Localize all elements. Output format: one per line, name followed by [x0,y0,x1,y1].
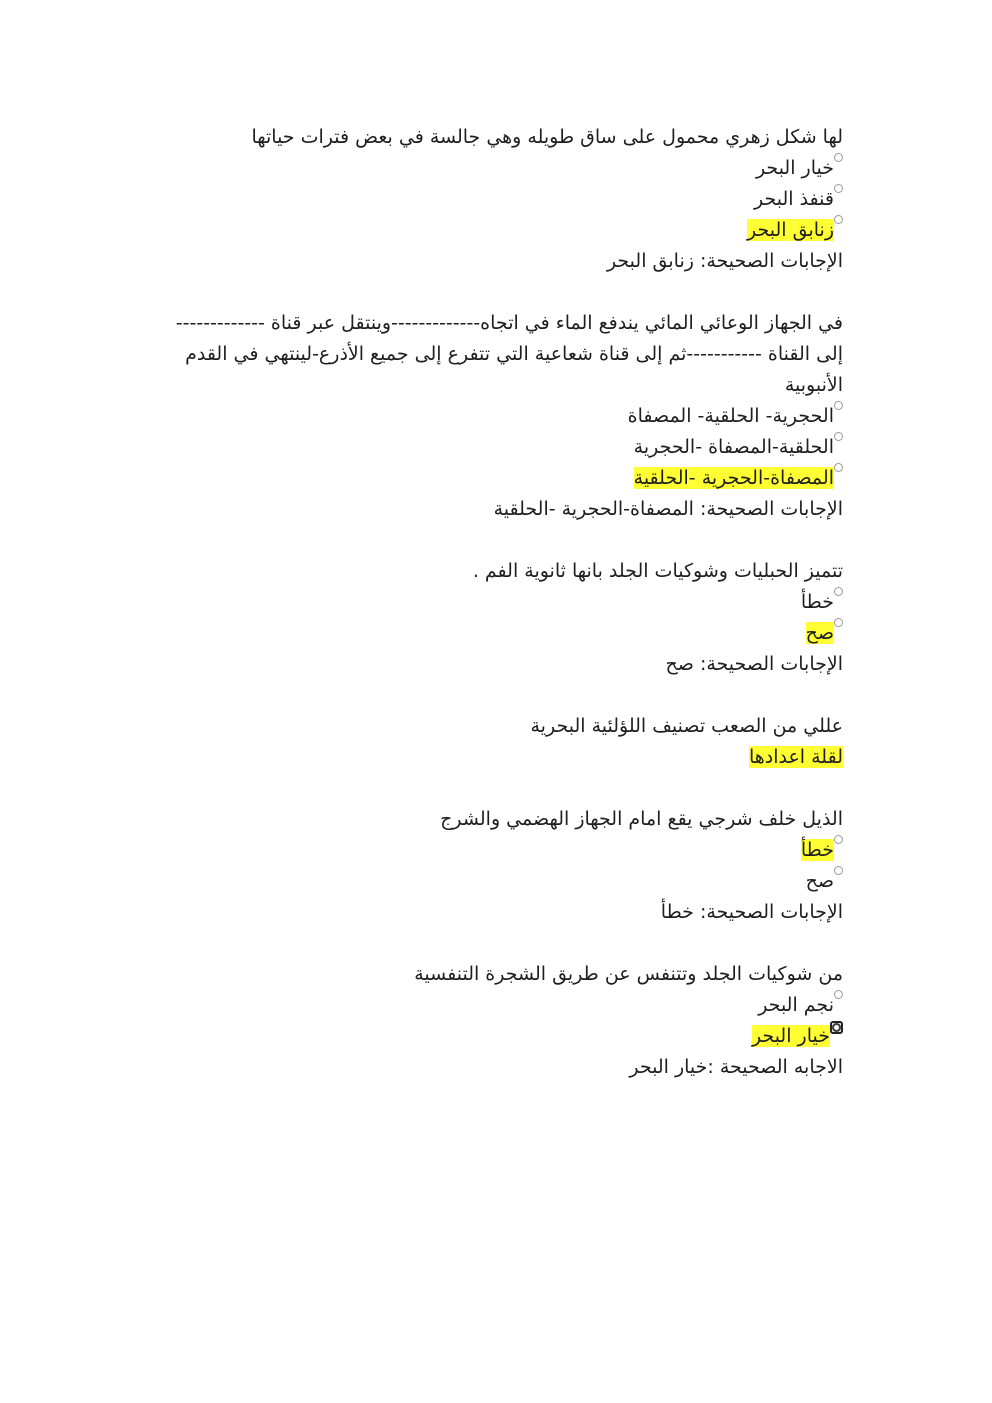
option-label: صح [805,870,834,892]
quiz-document [150,122,843,1114]
option-label: خطأ [800,591,834,613]
radio-icon[interactable] [834,432,843,441]
correct-answer: الإجابات الصحيحة: صح [665,653,843,675]
radio-icon[interactable] [834,215,843,224]
question-block [150,804,843,928]
radio-icon[interactable] [834,587,843,596]
radio-checked-icon[interactable] [830,1021,843,1034]
option-label: زنابق البحر [747,219,834,241]
radio-icon[interactable] [834,618,843,627]
option-label: نجم البحر [758,994,834,1016]
correct-answer: الإجابات الصحيحة: خطأ [660,901,843,923]
radio-icon[interactable] [834,866,843,875]
answer-option[interactable] [150,1021,843,1052]
answer-option[interactable] [150,618,843,649]
answer-option[interactable] [150,866,843,897]
answer-option[interactable] [150,153,843,184]
option-label: خيار البحر [751,1025,830,1047]
option-label: صح [805,622,834,644]
radio-icon[interactable] [834,184,843,193]
answer-option[interactable] [150,835,843,866]
option-label: خطأ [800,839,834,861]
option-label: الحجرية- الحلقية- المصفاة [627,405,834,427]
question-text: في الجهاز الوعائي المائي يندفع الماء في اتجاه-------------وينتقل عبر قناة ------------- [175,312,843,334]
question-block [150,556,843,680]
question-text: إلى القناة -----------ثم إلى قناة شعاعية التي تتفرع إلى جميع الأذرع-لينتهي في القدم الأنبوبية [185,343,843,396]
answer-row [150,742,843,773]
question-block [150,711,843,773]
correct-answer: الاجابه الصحيحة :خيار البحر [629,1056,843,1078]
radio-icon[interactable] [834,463,843,472]
question-text: من شوكيات الجلد وتتنفس عن طريق الشجرة التنفسية [414,963,843,985]
answer-option[interactable] [150,587,843,618]
question-text: الذيل خلف شرجي يقع امام الجهاز الهضمي والشرج [440,808,843,830]
option-label: قنفذ البحر [754,188,834,210]
radio-icon[interactable] [834,153,843,162]
question-block [150,308,843,525]
option-label: المصفاة-الحجرية -الحلقية [633,467,834,489]
correct-answer: الإجابات الصحيحة: المصفاة-الحجرية -الحلقية [493,498,843,520]
correct-answer: الإجابات الصحيحة: زنابق البحر [606,250,843,272]
answer-option[interactable] [150,215,843,246]
radio-icon[interactable] [834,835,843,844]
question-text: لها شكل زهري محمول على ساق طويله وهي جالسة في بعض فترات حياتها [251,126,843,148]
option-label: خيار البحر [755,157,834,179]
answer-option[interactable] [150,184,843,215]
question-text: تتميز الحبليات وشوكيات الجلد بانها ثانوية الفم . [472,560,843,582]
radio-icon[interactable] [834,990,843,999]
answer-option[interactable] [150,401,843,432]
answer-option[interactable] [150,463,843,494]
question-text: عللي من الصعب تصنيف اللؤلئية البحرية [530,715,843,737]
question-block [150,959,843,1083]
radio-icon[interactable] [834,401,843,410]
highlighted-answer: لقلة اعدادها [748,746,843,768]
answer-option[interactable] [150,432,843,463]
question-block [150,122,843,277]
option-label: الحلقية-المصفاة -الحجرية [633,436,834,458]
answer-option[interactable] [150,990,843,1021]
